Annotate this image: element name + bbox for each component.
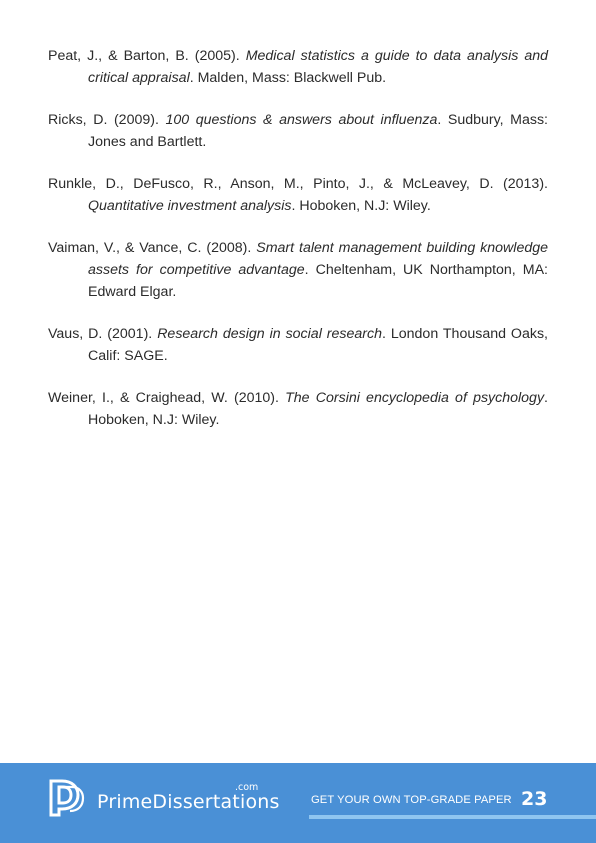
pd-monogram-icon — [48, 779, 86, 817]
reference-publisher: . London Thousand Oaks, Calif: SAGE. — [88, 326, 548, 364]
reference-publisher: . Hoboken, N.J: Wiley. — [291, 198, 431, 214]
reference-authors: Runkle, D., DeFusco, R., Anson, M., Pinto, J., & McLeavey, D. (2013). — [48, 176, 548, 192]
reference-authors: Ricks, D. (2009). — [48, 112, 166, 128]
reference-publisher: . Sudbury, Mass: Jones and Bartlett. — [88, 112, 548, 150]
brand-suffix: .com — [235, 782, 259, 793]
reference-entry — [48, 109, 548, 153]
reference-title: Medical statistics a guide to data analysis and critical appraisal — [88, 48, 548, 86]
reference-authors: Vaiman, V., & Vance, C. (2008). — [48, 240, 257, 256]
reference-entry — [48, 237, 548, 303]
reference-title: Smart talent management building knowledge assets for competitive advantage — [88, 240, 549, 278]
page-number: 23 — [521, 788, 548, 810]
reference-entry — [48, 387, 548, 431]
reference-title: Research design in social research — [157, 326, 382, 342]
reference-title: Quantitative investment analysis — [88, 198, 292, 214]
brand-name: PrimeDissertations — [97, 791, 280, 813]
reference-entry — [48, 45, 548, 89]
reference-authors: Weiner, I., & Craighead, W. (2010). — [48, 390, 286, 406]
reference-publisher: . Cheltenham, UK Northampton, MA: Edward Elgar. — [88, 262, 548, 300]
reference-authors: Peat, J., & Barton, B. (2005). — [48, 48, 246, 64]
cta-link[interactable]: GET YOUR OWN TOP-GRADE PAPER — [311, 794, 512, 806]
reference-list — [48, 45, 548, 451]
reference-title: 100 questions & answers about influenza — [165, 112, 438, 128]
reference-publisher: . Hoboken, N.J: Wiley. — [88, 390, 548, 428]
reference-title: The Corsini encyclopedia of psychology — [285, 390, 545, 406]
reference-authors: Vaus, D. (2001). — [48, 326, 158, 342]
reference-publisher: . Malden, Mass: Blackwell Pub. — [189, 70, 387, 86]
reference-entry — [48, 173, 548, 217]
cta-underline — [309, 815, 596, 819]
page-footer — [0, 763, 596, 843]
reference-entry — [48, 323, 548, 367]
